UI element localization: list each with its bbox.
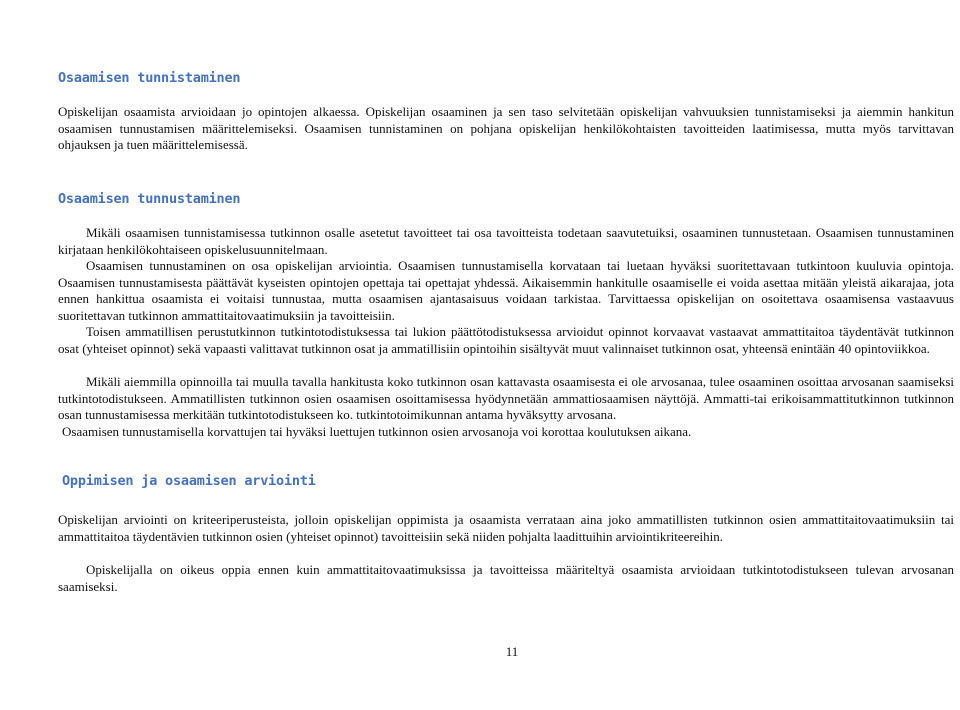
paragraph-tunnustaminen-3: Toisen ammatillisen perustutkinnon tutkintotodistuksessa tai lukion päättötodistuksessa arvioidut opinnot korvaavat vastaavat ammattitaitoa täydentävät tutkinnon osat (yhteiset opinnot) sekä vapaasti valittavat tutkinnon osat ja ammatillisiin opintoihin sisältyvät muut valinnaiset tutkinnon osat, yhteensä enintään 40 opintoviikkoa. bbox=[58, 324, 954, 356]
paragraph-tunnustaminen-5: Osaamisen tunnustamisella korvattujen tai hyväksi luettujen tutkinnon osien arvosanoja voi korottaa koulutuksen aikana. bbox=[62, 424, 692, 439]
section-heading-tunnustaminen: Osaamisen tunnustaminen bbox=[58, 191, 241, 207]
paragraph-tunnustaminen-4: Mikäli aiemmilla opinnoilla tai muulla tavalla hankitusta koko tutkinnon osan kattavasta osaamisesta ei ole arvosanaa, tulee osaaminen osoittaa arvosanan saamiseksi tutkintotodistukseen. Ammatillisten tutkinnon osien osaamisen osoittamisessa hyödynnetään ammattiosaamisen näyttöjä. Ammatti-tai erikoisammattitutkinnon tutkinnon osan tunnustamisessa merkitään tutkintotodistukseen ko. tutkintotoimikunnan antama hyväksytty arvosana. bbox=[58, 374, 954, 422]
paragraph-tunnustaminen-1: Mikäli osaamisen tunnistamisessa tutkinnon osalle asetetut tavoitteet tai osa tavoitteista todetaan saavutetuiksi, osaaminen tunnustetaan. Osaamisen tunnustaminen kirjataan henkilökohtaiseen opiskelusuunnitelmaan. bbox=[58, 225, 954, 257]
paragraph-arviointi-2: Opiskelijalla on oikeus oppia ennen kuin ammattitaitovaatimuksissa ja tavoitteissa määriteltyä osaamista arvioidaan tutkintotodistukseen tulevan arvosanan saamiseksi. bbox=[58, 562, 954, 594]
section-heading-tunnistaminen: Osaamisen tunnistaminen bbox=[58, 70, 241, 86]
paragraph-tunnustaminen-2: Osaamisen tunnustaminen on osa opiskelijan arviointia. Osaamisen tunnustamisella korvataan tai luetaan hyväksi suoritettavaan tutkintoon kuuluvia opintoja. Osaamisen tunnustamisesta päättävät kyseisten opintojen opettaja tai opettajat yhdessä. Aikaisemmin hankitulle osaamiselle ei voida asettaa mitään yleistä aikarajaa, jota ennen hankittua osaamista ei voitaisi tunnustaa, mutta osaamisen ajantasaisuus voidaan tarkistaa. Tarvittaessa opiskelijan on osoitettava osaamisensa vastaavuus suoritettavan tutkinnon ammattitaitovaatimuksiin ja tavoitteisiin. bbox=[58, 258, 954, 323]
section-heading-arviointi: Oppimisen ja osaamisen arviointi bbox=[62, 473, 316, 489]
paragraph-tunnistaminen: Opiskelijan osaamista arvioidaan jo opintojen alkaessa. Opiskelijan osaaminen ja sen taso selvitetään opiskelijan vahvuuksien tunnistamiseksi ja aiemmin hankitun osaamisen tunnustamisen määrittelemiseksi. Osaamisen tunnistaminen on pohjana opiskelijan henkilökohtaisten tavoitteiden laatimisessa, mutta myös tarvittavan ohjauksen ja tuen määrittelemisessä. bbox=[58, 104, 954, 152]
paragraph-arviointi-1: Opiskelijan arviointi on kriteeriperusteista, jolloin opiskelijan oppimista ja osaamista verrataan aina joko ammatillisten tutkinnon osien ammattitaitovaatimuksiin tai ammattitaitoa täydentävien tutkinnon osien (yhteiset opinnot) tavoitteisiin sekä niiden pohjalta laadittuihin arviointikriteereihin. bbox=[58, 512, 954, 544]
page-number: 11 bbox=[505, 644, 519, 659]
